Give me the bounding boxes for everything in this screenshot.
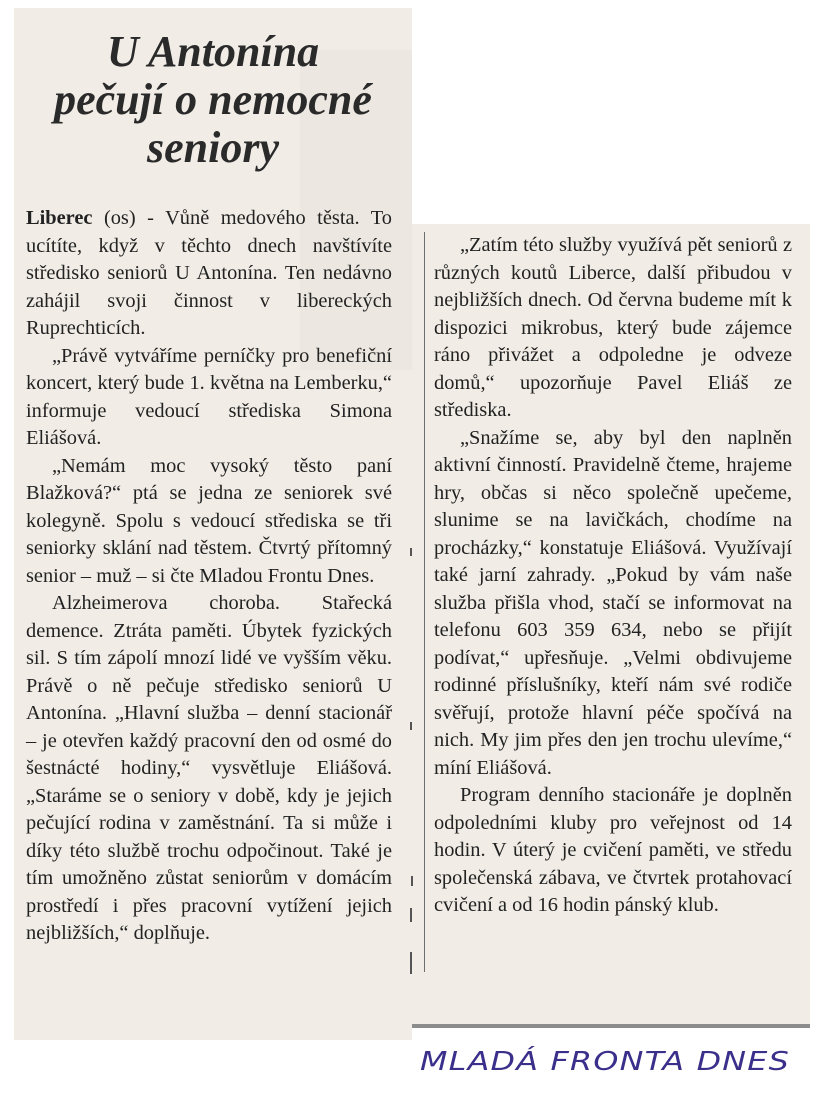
right-paragraph-1: „Zatím této služby využívá pět seniorů z různých koutů Liberce, další přibudou v nejbližších dnech. Od června budeme mít k dispozici mikrobus, který bude zájemce ráno přivážet a odpoledne je odveze domů,“ upozorňuje Pavel Eliáš ze střediska. bbox=[434, 234, 792, 421]
lead-text: (os) - Vůně medového těsta. To ucítíte, když v těchto dnech navštívíte středisko seniorů U Antonína. Ten nedávno zahájil svoji činnost v libereckých Ruprechticích. bbox=[26, 207, 392, 339]
bottom-rule bbox=[412, 1024, 810, 1028]
article-column-left bbox=[26, 205, 392, 948]
lead-paragraph bbox=[26, 205, 392, 343]
scan-speck bbox=[410, 548, 412, 556]
scan-speck bbox=[410, 908, 412, 922]
scan-speck bbox=[410, 952, 412, 974]
headline-line-1: U Antonína bbox=[106, 27, 320, 76]
left-paragraph-3: Alzheimerova choroba. Stařecká demence. Ztráta paměti. Úbytek fyzických sil. S tím zápolí mnozí lidé ve vyšším věku. Právě o ně pečuje středisko seniorů U Antonína. „Hlavní služba – denní stacionář – je otevřen každý pracovní den od osmé do šestnácté hodiny,“ vysvětluje Eliášová. „Staráme se o seniory v době, kdy je jejich pečující rodina v zaměstnání. Ta si může i díky této službě trochu odpočinout. Také je tím umožněno zůstat seniorům v domácím prostředí i přes pracovní vytížení jejich nejbližších,“ doplňuje. bbox=[26, 592, 392, 944]
handwritten-source-text: MLADÁ FRONTA DNES bbox=[420, 1047, 723, 1077]
right-paragraph-2: „Snažíme se, aby byl den naplněn aktivní činností. Pravidelně čteme, hrajeme hry, občas si něco společně upečeme, slunime se na lavičkách, chodíme na procházky,“ konstatuje Eliášová. Využívají také jarní zahrady. „Pokud by vám naše služba přišla vhod, stačí se informovat na telefonu 603 359 634, nebo se přijít podívat,“ upřesňuje. „Velmi obdivujeme rodinné příslušníky, kteří nám své rodiče svěřují, protože hlavní péče spočívá na nich. My jim přes den jen trochu ulevíme,“ míní Eliášová. bbox=[434, 426, 792, 779]
right-paragraph-3: Program denního stacionáře je doplněn odpoledními kluby pro veřejnost od 14 hodin. V úterý je cvičení paměti, ve středu společenská zábava, ve čtvrtek protahovací cvičení a od 16 hodin pánský klub. bbox=[434, 784, 792, 916]
dateline: Liberec bbox=[26, 207, 93, 229]
scan-speck bbox=[411, 876, 413, 886]
article-column-right bbox=[434, 232, 792, 920]
left-paragraph-2: „Nemám moc vysoký těsto paní Blažková?“ ptá se jedna ze seniorek své kolegyně. Spolu s vedoucí střediska se tři seniorky sklání nad těstem. Čtvrtý přítomný senior – muž – si čte Mladou Frontu Dnes. bbox=[26, 454, 392, 587]
scan-speck bbox=[410, 722, 412, 730]
headline-line-2: pečují o nemocné bbox=[54, 75, 372, 124]
column-rule bbox=[424, 232, 425, 972]
headline-line-3: seniory bbox=[147, 123, 279, 172]
handwritten-source-note bbox=[412, 1034, 810, 1082]
left-paragraph-1: „Právě vytváříme perníčky pro benefiční koncert, který bude 1. května na Lemberku,“ informuje vedoucí střediska Simona Eliášová. bbox=[26, 344, 392, 449]
headline bbox=[14, 28, 412, 172]
